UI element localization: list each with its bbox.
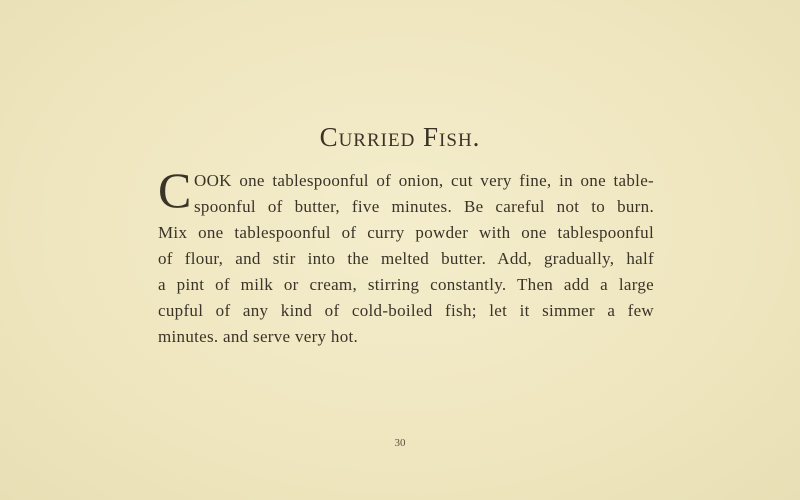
recipe-line-4: of flour, and stir into the melted butter. Add, gradually, half <box>158 249 654 268</box>
recipe-line-5: a pint of milk or cream, stirring constantly. Then add a large <box>158 275 654 294</box>
recipe-title: Curried Fish. <box>319 122 481 152</box>
recipe-line-1: OOK one tablespoonful of onion, cut very fine, in one table- <box>194 171 654 190</box>
recipe-line-6: cupful of any kind of cold-boiled fish; let it simmer a few <box>158 301 654 320</box>
recipe-line-2: spoonful of butter, five minutes. Be careful not to burn. <box>194 197 654 216</box>
recipe-body <box>158 168 654 350</box>
drop-cap: C <box>158 162 192 218</box>
recipe-line-7: minutes. and serve very hot. <box>158 327 359 346</box>
page-number: 30 <box>394 437 406 449</box>
recipe-line-3: Mix one tablespoonful of curry powder with one tablespoonful <box>158 223 654 242</box>
